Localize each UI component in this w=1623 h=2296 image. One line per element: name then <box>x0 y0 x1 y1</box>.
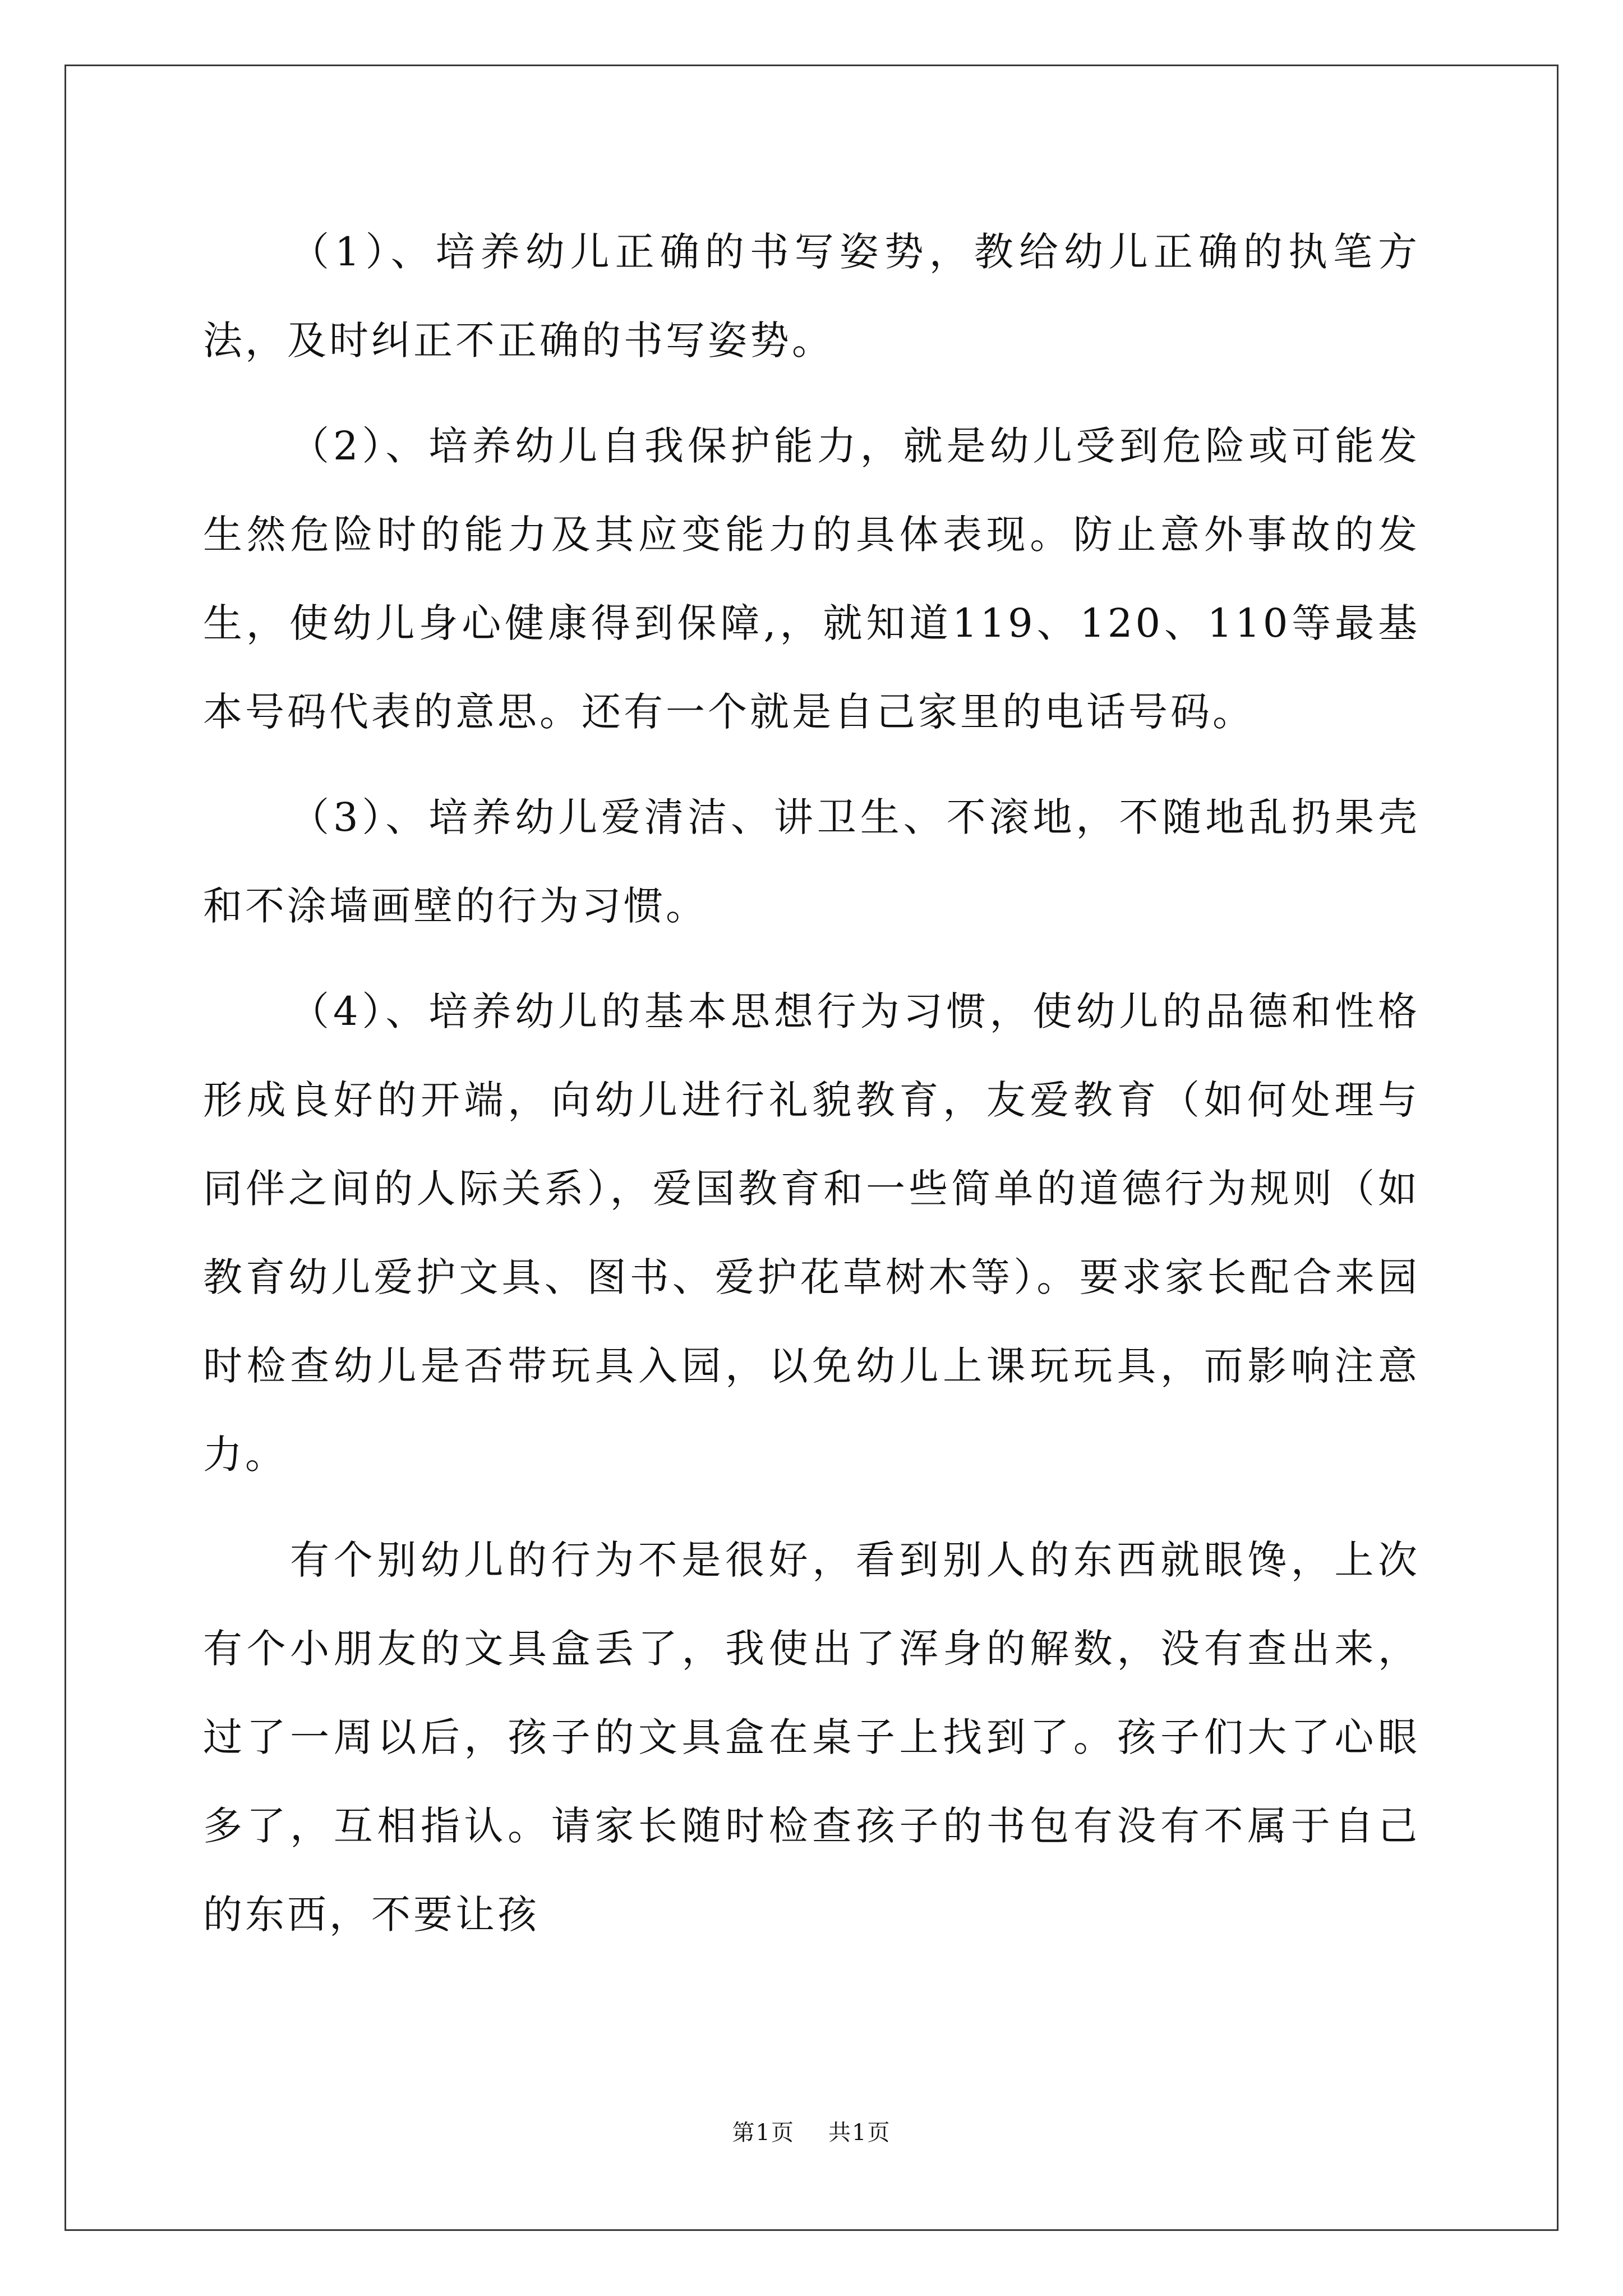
paragraph-3: （3）、培养幼儿爱清洁、讲卫生、不滚地，不随地乱扔果壳和不涂墙画壁的行为习惯。 <box>203 794 1420 929</box>
paragraph-5: 有个别幼儿的行为不是很好，看到别人的东西就眼馋，上次有个小朋友的文具盒丢了，我使出了浑身的解数，没有查出来，过了一周以后，孩子的文具盒在桌子上找到了。孩子们大了心眼多了，互相指认。请家长随时检查孩子的书包有没有不属于自己的东西，不要让孩 <box>203 1537 1420 1938</box>
paragraph-2: （2）、培养幼儿自我保护能力，就是幼儿受到危险或可能发生然危险时的能力及其应变能力的具体表现。防止意外事故的发生，使幼儿身心健康得到保障,，就知道119、120、110等最基本号码代表的意思。还有一个就是自己家里的电话号码。 <box>203 423 1420 735</box>
paragraph-4: （4）、培养幼儿的基本思想行为习惯，使幼儿的品德和性格形成良好的开端，向幼儿进行礼貌教育，友爱教育（如何处理与同伴之间的人际关系），爱国教育和一些简单的道德行为规则（如教育幼儿爱护文具、图书、爱护花草树木等）。要求家长配合来园时检查幼儿是否带玩具入园，以免幼儿上课玩玩具，而影响注意力。 <box>203 988 1420 1478</box>
page-count: 共1页 <box>828 2120 891 2146</box>
paragraph-1: （1）、培养幼儿正确的书写姿势，教给幼儿正确的执笔方法，及时纠正不正确的书写姿势。 <box>203 229 1420 364</box>
page-number: 第1页 <box>732 2120 795 2146</box>
page-footer <box>0 2115 1623 2147</box>
document-body <box>203 208 1420 1976</box>
